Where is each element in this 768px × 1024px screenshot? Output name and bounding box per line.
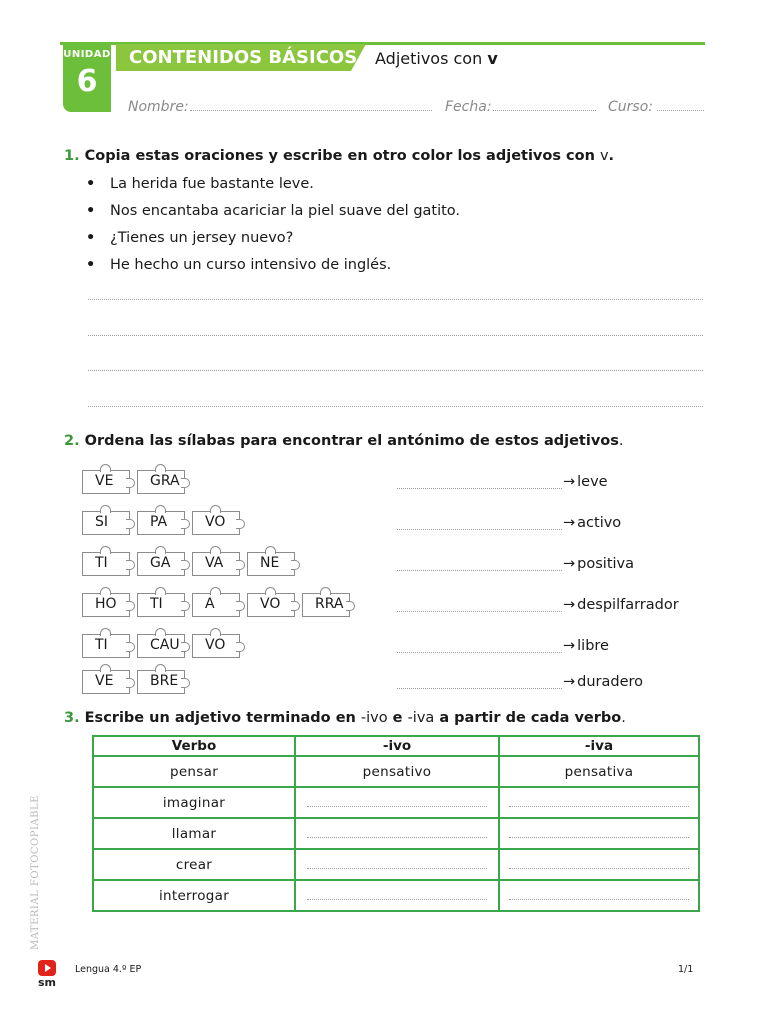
q3-prompt-iva: -iva xyxy=(407,710,435,726)
publisher-logo-text: sm xyxy=(38,976,57,989)
q3-prompt-a: Escribe un adjetivo terminado en xyxy=(84,710,361,726)
syllable-piece[interactable]: VO xyxy=(247,593,295,617)
footer-subject: Lengua 4.º EP xyxy=(75,964,142,975)
syllable-piece[interactable]: PA xyxy=(137,511,185,535)
arrow-icon: → xyxy=(563,674,576,690)
arrow-icon: → xyxy=(563,597,576,613)
target-adjective xyxy=(563,472,608,492)
syllable-piece[interactable]: VO xyxy=(192,511,240,535)
table-row xyxy=(93,880,699,911)
syllable-piece[interactable]: CAU xyxy=(137,634,185,658)
q1-sentence-3: • ¿Tienes un jersey nuevo? xyxy=(110,228,293,248)
antonym-answer-line[interactable] xyxy=(397,688,562,689)
syllable-piece[interactable]: SI xyxy=(82,511,130,535)
verb-cell: llamar xyxy=(93,818,295,849)
page-title xyxy=(375,48,498,70)
antonym-answer-line[interactable] xyxy=(397,652,562,653)
target-adjective-text: leve xyxy=(577,474,608,490)
ivo-answer-cell[interactable] xyxy=(295,849,499,880)
header-ivo: -ivo xyxy=(295,736,499,756)
target-adjective-text: positiva xyxy=(577,556,634,572)
verb-cell: crear xyxy=(93,849,295,880)
q3-prompt-b: a partir de cada verbo xyxy=(434,710,622,726)
q1-answer-line-2[interactable] xyxy=(88,335,703,336)
syllable-piece[interactable]: TI xyxy=(82,552,130,576)
ivo-answer-cell[interactable] xyxy=(295,818,499,849)
syllable-piece[interactable]: TI xyxy=(82,634,130,658)
iva-answer-cell[interactable] xyxy=(499,849,699,880)
name-label: Nombre: xyxy=(128,99,189,115)
syllable-piece[interactable]: A xyxy=(192,593,240,617)
ivo-answer-cell[interactable] xyxy=(295,787,499,818)
page-title-text: Adjetivos con xyxy=(375,49,488,68)
name-field[interactable] xyxy=(190,110,432,111)
iva-answer-cell[interactable] xyxy=(499,818,699,849)
publisher-logo-icon xyxy=(38,960,56,976)
iva-cell: pensativa xyxy=(499,756,699,787)
verb-cell: pensar xyxy=(93,756,295,787)
antonym-answer-line[interactable] xyxy=(397,570,562,571)
target-adjective-text: libre xyxy=(577,638,609,654)
arrow-icon: → xyxy=(563,638,576,654)
target-adjective-text: activo xyxy=(577,515,622,531)
syllable-piece[interactable]: VA xyxy=(192,552,240,576)
q1-answer-line-3[interactable] xyxy=(88,370,703,371)
arrow-icon: → xyxy=(563,515,576,531)
syllable-piece[interactable]: RRA xyxy=(302,593,350,617)
target-adjective xyxy=(563,672,643,692)
q3-prompt-ivo: -ivo xyxy=(360,710,388,726)
table-row xyxy=(93,818,699,849)
date-field[interactable] xyxy=(493,110,596,111)
verb-cell: imaginar xyxy=(93,787,295,818)
q3-prompt-e: e xyxy=(387,710,408,726)
syllable-piece[interactable]: BRE xyxy=(137,670,185,694)
target-adjective xyxy=(563,554,634,574)
iva-answer-cell[interactable] xyxy=(499,787,699,818)
table-row xyxy=(93,756,699,787)
verb-table xyxy=(92,735,700,912)
target-adjective-text: duradero xyxy=(577,674,644,690)
q1-number: 1 xyxy=(64,148,75,164)
date-label: Fecha: xyxy=(445,99,492,115)
target-adjective xyxy=(563,513,621,533)
table-row xyxy=(93,787,699,818)
antonym-answer-line[interactable] xyxy=(397,529,562,530)
ivo-answer-cell[interactable] xyxy=(295,880,499,911)
syllable-piece[interactable]: NE xyxy=(247,552,295,576)
target-adjective-text: despilfarrador xyxy=(577,597,679,613)
q3-number: 3 xyxy=(64,710,75,726)
antonym-answer-line[interactable] xyxy=(397,611,562,612)
header-verbo: Verbo xyxy=(93,736,295,756)
verb-cell: interrogar xyxy=(93,880,295,911)
photocopiable-label: MATERIAL FOTOCOPIABLE xyxy=(30,795,41,950)
q1-answer-line-1[interactable] xyxy=(88,299,703,300)
syllable-piece[interactable]: VE xyxy=(82,670,130,694)
syllable-piece[interactable]: GRA xyxy=(137,470,185,494)
unit-label: UNIDAD xyxy=(63,49,111,60)
course-field[interactable] xyxy=(657,110,704,111)
q1-answer-line-4[interactable] xyxy=(88,406,703,407)
syllable-piece[interactable]: HO xyxy=(82,593,130,617)
target-adjective xyxy=(563,595,679,615)
q2-number: 2 xyxy=(64,433,75,449)
q1-sentence-4: • He hecho un curso intensivo de inglés. xyxy=(110,255,391,275)
q1-prompt-letter: v xyxy=(599,148,609,164)
unit-number: 6 xyxy=(76,64,98,99)
q1-sentence-1: • La herida fue bastante leve. xyxy=(110,174,314,194)
q1-prompt: 1. Copia estas oraciones y escribe en otro color los adjetivos con v. xyxy=(64,148,615,164)
footer-page: 1/1 xyxy=(678,964,694,975)
syllable-piece[interactable]: TI xyxy=(137,593,185,617)
q1-prompt-text: Copia estas oraciones y escribe en otro color los adjetivos con xyxy=(84,148,600,164)
syllable-piece[interactable]: GA xyxy=(137,552,185,576)
syllable-piece[interactable]: VO xyxy=(192,634,240,658)
q2-prompt-text: Ordena las sílabas para encontrar el antónimo de estos adjetivos xyxy=(84,433,619,449)
q1-sentence-2: • Nos encantaba acariciar la piel suave del gatito. xyxy=(110,201,460,221)
header-iva: -iva xyxy=(499,736,699,756)
section-banner-text: CONTENIDOS BÁSICOS xyxy=(129,47,358,68)
course-label: Curso: xyxy=(608,99,653,115)
target-adjective xyxy=(563,636,609,656)
page-title-letter: v xyxy=(487,49,498,68)
ivo-cell: pensativo xyxy=(295,756,499,787)
iva-answer-cell[interactable] xyxy=(499,880,699,911)
antonym-answer-line[interactable] xyxy=(397,488,562,489)
syllable-piece[interactable]: VE xyxy=(82,470,130,494)
q2-prompt: 2. Ordena las sílabas para encontrar el antónimo de estos adjetivos. xyxy=(64,433,624,449)
arrow-icon: → xyxy=(563,556,576,572)
q3-prompt: 3. Escribe un adjetivo terminado en -ivo e -iva a partir de cada verbo. xyxy=(64,710,626,726)
arrow-icon: → xyxy=(563,474,576,490)
table-row xyxy=(93,849,699,880)
